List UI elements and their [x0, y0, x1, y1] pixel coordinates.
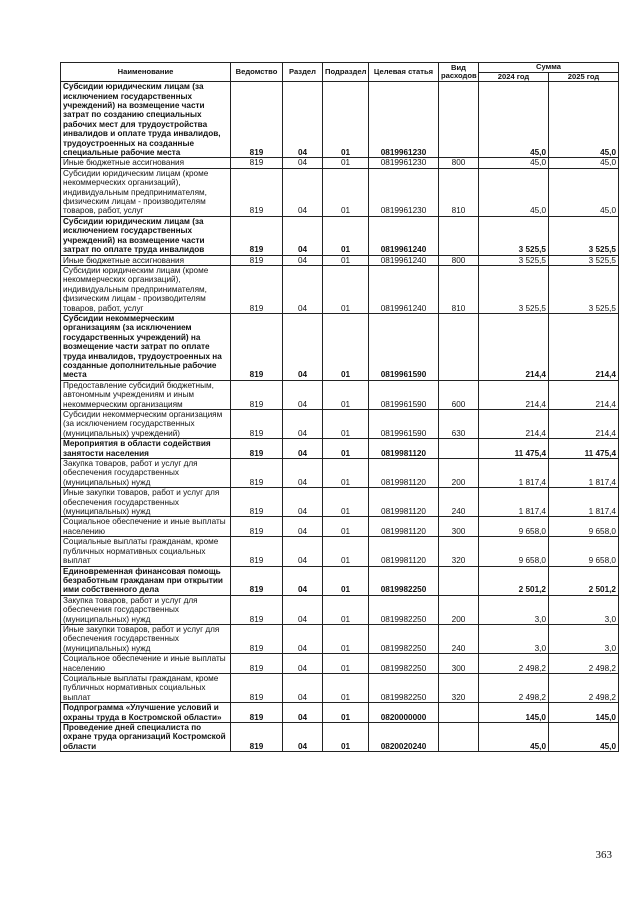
cell-cs: 0819961230 — [369, 82, 439, 158]
cell-podr: 01 — [323, 517, 369, 537]
cell-ved: 819 — [231, 265, 283, 313]
cell-cs: 0819982250 — [369, 595, 439, 624]
cell-podr: 01 — [323, 624, 369, 653]
table-row — [61, 216, 619, 255]
header-tselevaya-statya: Целевая статья — [369, 63, 439, 82]
table-row — [61, 488, 619, 517]
table-body — [61, 82, 619, 752]
cell-vr — [439, 82, 479, 158]
cell-name: Мероприятия в области содействия занятости населения — [61, 439, 231, 459]
table-row — [61, 673, 619, 702]
cell-s25: 3 525,5 — [549, 255, 619, 265]
cell-name: Единовременная финансовая помощь безработным гражданам при открытии ими собственного дела — [61, 566, 231, 595]
cell-name: Закупка товаров, работ и услуг для обеспечения государственных (муниципальных) нужд — [61, 459, 231, 488]
header-summa: Сумма — [479, 63, 619, 73]
cell-razd: 04 — [283, 673, 323, 702]
cell-podr: 01 — [323, 439, 369, 459]
cell-s24: 214,4 — [479, 313, 549, 380]
cell-vr: 320 — [439, 537, 479, 566]
cell-podr: 01 — [323, 265, 369, 313]
cell-vr: 300 — [439, 654, 479, 674]
cell-podr: 01 — [323, 82, 369, 158]
cell-podr: 01 — [323, 410, 369, 439]
cell-ved: 819 — [231, 624, 283, 653]
cell-name: Подпрограмма «Улучшение условий и охраны труда в Костромской области» — [61, 703, 231, 723]
cell-s25: 214,4 — [549, 380, 619, 409]
cell-ved: 819 — [231, 255, 283, 265]
cell-vr — [439, 723, 479, 752]
table-row — [61, 158, 619, 168]
cell-ved: 819 — [231, 723, 283, 752]
cell-razd: 04 — [283, 313, 323, 380]
budget-table — [60, 62, 619, 752]
cell-ved: 819 — [231, 459, 283, 488]
cell-s24: 1 817,4 — [479, 459, 549, 488]
cell-s25: 2 498,2 — [549, 673, 619, 702]
cell-ved: 819 — [231, 410, 283, 439]
table-row — [61, 255, 619, 265]
cell-s24: 1 817,4 — [479, 488, 549, 517]
header-razdel: Раздел — [283, 63, 323, 82]
cell-vr: 810 — [439, 168, 479, 216]
cell-ved: 819 — [231, 216, 283, 255]
table-row — [61, 313, 619, 380]
cell-name: Социальное обеспечение и иные выплаты населению — [61, 654, 231, 674]
cell-cs: 0819961240 — [369, 255, 439, 265]
cell-podr: 01 — [323, 673, 369, 702]
cell-s25: 45,0 — [549, 723, 619, 752]
cell-s24: 214,4 — [479, 380, 549, 409]
cell-s25: 9 658,0 — [549, 537, 619, 566]
table-row — [61, 380, 619, 409]
cell-podr: 01 — [323, 537, 369, 566]
cell-s25: 214,4 — [549, 313, 619, 380]
header-2025: 2025 год — [549, 72, 619, 82]
cell-ved: 819 — [231, 380, 283, 409]
cell-ved: 819 — [231, 703, 283, 723]
table-row — [61, 410, 619, 439]
cell-cs: 0820000000 — [369, 703, 439, 723]
cell-vr: 240 — [439, 488, 479, 517]
header-vedomstvo: Ведомство — [231, 63, 283, 82]
cell-s25: 3,0 — [549, 624, 619, 653]
cell-name: Иные закупки товаров, работ и услуг для обеспечения государственных (муниципальных) нужд — [61, 624, 231, 653]
cell-razd: 04 — [283, 168, 323, 216]
cell-cs: 0819982250 — [369, 654, 439, 674]
cell-cs: 0819961590 — [369, 313, 439, 380]
cell-vr: 630 — [439, 410, 479, 439]
cell-name: Проведение дней специалиста по охране труда организаций Костромской области — [61, 723, 231, 752]
cell-ved: 819 — [231, 537, 283, 566]
cell-s25: 45,0 — [549, 82, 619, 158]
cell-name: Закупка товаров, работ и услуг для обеспечения государственных (муниципальных) нужд — [61, 595, 231, 624]
cell-cs: 0819982250 — [369, 566, 439, 595]
cell-razd: 04 — [283, 537, 323, 566]
table-row — [61, 654, 619, 674]
cell-cs: 0819961240 — [369, 216, 439, 255]
cell-s24: 3 525,5 — [479, 265, 549, 313]
cell-name: Субсидии некоммерческим организациям (за исключением государственных (муниципальных) учреждений) — [61, 410, 231, 439]
cell-vr: 300 — [439, 517, 479, 537]
cell-s25: 3 525,5 — [549, 265, 619, 313]
cell-name: Субсидии юридическим лицам (за исключением государственных учреждений) на возмещение части затрат по созданию специальных рабочих мест для трудоустройства инвалидов и оплате труда инвалидов, трудоустроенных на созданные специальные рабочие места — [61, 82, 231, 158]
cell-cs: 0819961590 — [369, 410, 439, 439]
cell-podr: 01 — [323, 216, 369, 255]
cell-name: Субсидии некоммерческим организациям (за исключением государственных учреждений) на возмещение части затрат по оплате труда инвалидов, трудоустроенных на созданные дополнительные рабочие места — [61, 313, 231, 380]
cell-razd: 04 — [283, 410, 323, 439]
page-number: 363 — [595, 849, 612, 861]
cell-razd: 04 — [283, 595, 323, 624]
cell-razd: 04 — [283, 517, 323, 537]
cell-s24: 145,0 — [479, 703, 549, 723]
cell-podr: 01 — [323, 595, 369, 624]
cell-name: Социальные выплаты гражданам, кроме публичных нормативных социальных выплат — [61, 673, 231, 702]
cell-cs: 0819982250 — [369, 673, 439, 702]
cell-s24: 3,0 — [479, 624, 549, 653]
cell-vr: 810 — [439, 265, 479, 313]
cell-ved: 819 — [231, 168, 283, 216]
cell-cs: 0819981120 — [369, 488, 439, 517]
cell-razd: 04 — [283, 723, 323, 752]
cell-s24: 45,0 — [479, 158, 549, 168]
cell-s24: 45,0 — [479, 168, 549, 216]
cell-ved: 819 — [231, 517, 283, 537]
cell-s25: 1 817,4 — [549, 459, 619, 488]
cell-s25: 214,4 — [549, 410, 619, 439]
table-row — [61, 168, 619, 216]
cell-podr: 01 — [323, 654, 369, 674]
table-row — [61, 723, 619, 752]
cell-ved: 819 — [231, 595, 283, 624]
table-header — [61, 63, 619, 82]
cell-podr: 01 — [323, 566, 369, 595]
cell-podr: 01 — [323, 488, 369, 517]
table-row — [61, 703, 619, 723]
cell-ved: 819 — [231, 439, 283, 459]
cell-s24: 11 475,4 — [479, 439, 549, 459]
cell-ved: 819 — [231, 313, 283, 380]
cell-name: Социальное обеспечение и иные выплаты населению — [61, 517, 231, 537]
table-row — [61, 439, 619, 459]
cell-razd: 04 — [283, 624, 323, 653]
cell-razd: 04 — [283, 488, 323, 517]
cell-razd: 04 — [283, 158, 323, 168]
table-row — [61, 82, 619, 158]
cell-s24: 3,0 — [479, 595, 549, 624]
cell-name: Субсидии юридическим лицам (кроме некоммерческих организаций), индивидуальным предпринимателям, физическим лицам - производителям товаров, работ, услуг — [61, 168, 231, 216]
cell-razd: 04 — [283, 654, 323, 674]
cell-cs: 0819961590 — [369, 380, 439, 409]
cell-name: Субсидии юридическим лицам (кроме некоммерческих организаций), индивидуальным предпринимателям, физическим лицам - производителям товаров, работ, услуг — [61, 265, 231, 313]
cell-cs: 0819961240 — [369, 265, 439, 313]
cell-name: Иные бюджетные ассигнования — [61, 255, 231, 265]
cell-vr: 240 — [439, 624, 479, 653]
cell-vr — [439, 566, 479, 595]
cell-razd: 04 — [283, 459, 323, 488]
cell-vr: 200 — [439, 595, 479, 624]
cell-podr: 01 — [323, 703, 369, 723]
cell-razd: 04 — [283, 703, 323, 723]
cell-s24: 214,4 — [479, 410, 549, 439]
table-row — [61, 595, 619, 624]
cell-razd: 04 — [283, 566, 323, 595]
table-row — [61, 517, 619, 537]
header-vid-raskhodov: Вид расходов — [439, 63, 479, 82]
cell-s25: 1 817,4 — [549, 488, 619, 517]
cell-razd: 04 — [283, 255, 323, 265]
cell-s24: 3 525,5 — [479, 216, 549, 255]
cell-s24: 9 658,0 — [479, 517, 549, 537]
cell-s25: 145,0 — [549, 703, 619, 723]
cell-s25: 45,0 — [549, 158, 619, 168]
cell-name: Предоставление субсидий бюджетным, автономным учреждениям и иным некоммерческим организациям — [61, 380, 231, 409]
cell-cs: 0819981120 — [369, 537, 439, 566]
cell-s24: 3 525,5 — [479, 255, 549, 265]
cell-cs: 0819961230 — [369, 168, 439, 216]
header-2024: 2024 год — [479, 72, 549, 82]
cell-podr: 01 — [323, 255, 369, 265]
cell-vr — [439, 703, 479, 723]
cell-s25: 45,0 — [549, 168, 619, 216]
cell-ved: 819 — [231, 673, 283, 702]
cell-podr: 01 — [323, 380, 369, 409]
cell-vr: 600 — [439, 380, 479, 409]
cell-vr — [439, 216, 479, 255]
cell-razd: 04 — [283, 380, 323, 409]
cell-vr: 800 — [439, 158, 479, 168]
cell-s25: 2 501,2 — [549, 566, 619, 595]
cell-ved: 819 — [231, 566, 283, 595]
cell-name: Иные бюджетные ассигнования — [61, 158, 231, 168]
cell-cs: 0819961230 — [369, 158, 439, 168]
table-row — [61, 265, 619, 313]
cell-name: Социальные выплаты гражданам, кроме публичных нормативных социальных выплат — [61, 537, 231, 566]
cell-name: Субсидии юридическим лицам (за исключением государственных учреждений) на возмещение части затрат по оплате труда инвалидов — [61, 216, 231, 255]
cell-s24: 2 501,2 — [479, 566, 549, 595]
cell-ved: 819 — [231, 654, 283, 674]
cell-s25: 3,0 — [549, 595, 619, 624]
cell-cs: 0819981120 — [369, 517, 439, 537]
cell-vr: 320 — [439, 673, 479, 702]
cell-ved: 819 — [231, 488, 283, 517]
cell-vr: 800 — [439, 255, 479, 265]
cell-razd: 04 — [283, 439, 323, 459]
header-name: Наименование — [61, 63, 231, 82]
cell-s25: 2 498,2 — [549, 654, 619, 674]
cell-razd: 04 — [283, 82, 323, 158]
cell-vr: 200 — [439, 459, 479, 488]
cell-razd: 04 — [283, 265, 323, 313]
cell-vr — [439, 439, 479, 459]
cell-ved: 819 — [231, 82, 283, 158]
cell-podr: 01 — [323, 723, 369, 752]
cell-name: Иные закупки товаров, работ и услуг для обеспечения государственных (муниципальных) нужд — [61, 488, 231, 517]
table-row — [61, 459, 619, 488]
cell-s24: 2 498,2 — [479, 673, 549, 702]
cell-s25: 9 658,0 — [549, 517, 619, 537]
cell-s24: 45,0 — [479, 723, 549, 752]
table-row — [61, 624, 619, 653]
cell-s24: 45,0 — [479, 82, 549, 158]
cell-cs: 0819982250 — [369, 624, 439, 653]
cell-ved: 819 — [231, 158, 283, 168]
cell-s24: 9 658,0 — [479, 537, 549, 566]
table-row — [61, 537, 619, 566]
cell-podr: 01 — [323, 459, 369, 488]
header-podrazdel: Подраздел — [323, 63, 369, 82]
cell-podr: 01 — [323, 168, 369, 216]
cell-cs: 0819981120 — [369, 439, 439, 459]
cell-s25: 11 475,4 — [549, 439, 619, 459]
cell-vr — [439, 313, 479, 380]
cell-podr: 01 — [323, 158, 369, 168]
cell-razd: 04 — [283, 216, 323, 255]
table-row — [61, 566, 619, 595]
cell-s24: 2 498,2 — [479, 654, 549, 674]
cell-cs: 0820020240 — [369, 723, 439, 752]
cell-cs: 0819981120 — [369, 459, 439, 488]
cell-s25: 3 525,5 — [549, 216, 619, 255]
cell-podr: 01 — [323, 313, 369, 380]
